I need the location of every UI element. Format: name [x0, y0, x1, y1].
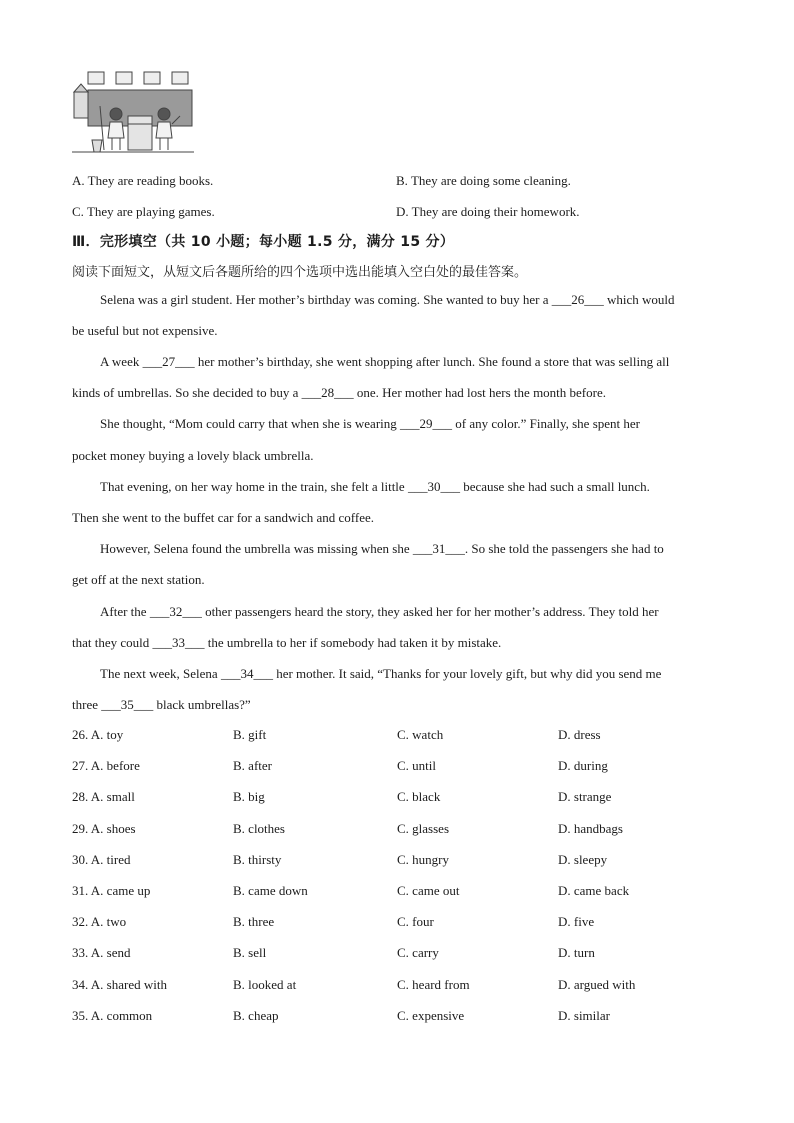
passage-line: pocket money buying a lovely black umbrella. [72, 448, 314, 463]
passage-line: be useful but not expensive. [72, 323, 218, 338]
question-number: 30. A. [72, 852, 104, 867]
option-a[interactable] [72, 945, 131, 961]
question-number: 26. A. [72, 727, 104, 742]
option-a[interactable] [72, 852, 131, 868]
blank-33: ___33___ [152, 635, 205, 650]
question-row [0, 945, 794, 965]
option-d[interactable]: D. dress [558, 727, 601, 742]
option-a[interactable] [72, 758, 140, 774]
passage-line: That evening, on her way home in the train, she felt a little ___30___ because she had such a small lunch. [100, 479, 650, 494]
option-a[interactable] [72, 883, 150, 899]
option-b[interactable]: B. after [233, 758, 272, 773]
passage-line: three ___35___ black umbrellas?” [72, 697, 251, 712]
question-row [0, 852, 794, 872]
passage-line: get off at the next station. [72, 572, 205, 587]
option-a[interactable] [72, 789, 135, 805]
blank-29: ___29___ [400, 416, 453, 431]
option-text: tired [106, 852, 131, 867]
option-c[interactable]: C. hungry [397, 852, 449, 867]
option-b[interactable]: B. looked at [233, 977, 297, 992]
question-number: 28. A. [72, 789, 104, 804]
blank-34: ___34___ [220, 666, 273, 681]
passage-line: Selena was a girl student. Her mother’s birthday was coming. She wanted to buy her a ___26___ which would [100, 292, 675, 307]
option-c[interactable]: C. four [397, 914, 434, 929]
passage-line: However, Selena found the umbrella was missing when she ___31___. So she told the passengers she had to [100, 541, 664, 556]
option-d[interactable]: D. five [558, 914, 595, 929]
blank-27: ___27___ [142, 354, 195, 369]
option-a[interactable] [72, 977, 167, 993]
option-text: before [106, 758, 140, 773]
option-text: toy [106, 727, 124, 742]
option-c[interactable]: C. until [397, 758, 437, 773]
question-number: 29. A. [72, 821, 104, 836]
option-text: small [106, 789, 135, 804]
question-row [0, 977, 794, 997]
question-row [0, 789, 794, 809]
question-number: 27. A. [72, 758, 104, 773]
section-instruction: 阅读下面短文，从短文后各题所给的四个选项中选出能填入空白处的最佳答案。 [72, 265, 528, 280]
question-number: 32. A. [72, 914, 104, 929]
classroom-cleaning-illustration [72, 66, 194, 156]
option-text: common [106, 1008, 153, 1023]
blank-28: ___28___ [301, 385, 354, 400]
option-text: came up [106, 883, 151, 898]
passage-line: After the ___32___ other passengers heard the story, they asked her for her mother’s address. They told her [100, 604, 659, 619]
option-d[interactable]: D. turn [558, 945, 595, 960]
option-a[interactable] [72, 821, 136, 837]
option-b[interactable]: B. came down [233, 883, 308, 898]
blank-35: ___35___ [101, 697, 154, 712]
option-b[interactable]: B. clothes [233, 821, 285, 836]
prev-option-c: C. They are playing games. [72, 204, 215, 219]
question-number: 31. A. [72, 883, 104, 898]
question-number: 33. A. [72, 945, 104, 960]
option-c[interactable]: C. heard from [397, 977, 470, 992]
passage-line: kinds of umbrellas. So she decided to buy a ___28___ one. Her mother had lost hers the month before. [72, 385, 606, 400]
option-d[interactable]: D. argued with [558, 977, 636, 992]
passage-line: Then she went to the buffet car for a sandwich and coffee. [72, 510, 375, 525]
option-c[interactable]: C. carry [397, 945, 439, 960]
question-number: 34. A. [72, 977, 104, 992]
option-a[interactable] [72, 727, 123, 743]
option-d[interactable]: D. strange [558, 789, 612, 804]
option-d[interactable]: D. similar [558, 1008, 610, 1023]
option-c[interactable]: C. glasses [397, 821, 449, 836]
option-text: send [106, 945, 131, 960]
option-text: two [106, 914, 127, 929]
passage-line: The next week, Selena ___34___ her mother. It said, “Thanks for your lovely gift, but why did you send me [100, 666, 662, 681]
question-row [0, 914, 794, 934]
passage-line: A week ___27___ her mother’s birthday, she went shopping after lunch. She found a store that was selling all [100, 354, 670, 369]
blank-26: ___26___ [551, 292, 604, 307]
section-heading: Ⅲ．完形填空（共 10 小题；每小题 1.5 分，满分 15 分） [72, 234, 455, 250]
prev-option-a: A. They are reading books. [72, 173, 214, 188]
question-number: 35. A. [72, 1008, 104, 1023]
option-b[interactable]: B. cheap [233, 1008, 279, 1023]
option-c[interactable]: C. came out [397, 883, 460, 898]
option-text: shared with [106, 977, 167, 992]
option-a[interactable] [72, 1008, 152, 1024]
question-row [0, 727, 794, 747]
option-d[interactable]: D. handbags [558, 821, 623, 836]
option-b[interactable]: B. sell [233, 945, 267, 960]
question-row [0, 758, 794, 778]
option-b[interactable]: B. three [233, 914, 275, 929]
option-text: shoes [106, 821, 136, 836]
option-c[interactable]: C. expensive [397, 1008, 465, 1023]
prev-option-d: D. They are doing their homework. [396, 204, 580, 219]
option-b[interactable]: B. big [233, 789, 265, 804]
option-c[interactable]: C. watch [397, 727, 444, 742]
option-a[interactable] [72, 914, 126, 930]
passage-line: She thought, “Mom could carry that when she is wearing ___29___ of any color.” Finally, she spent her [100, 416, 640, 431]
question-row [0, 883, 794, 903]
blank-30: ___30___ [407, 479, 460, 494]
blank-31: ___31___ [412, 541, 465, 556]
option-b[interactable]: B. thirsty [233, 852, 282, 867]
option-b[interactable]: B. gift [233, 727, 267, 742]
option-c[interactable]: C. black [397, 789, 441, 804]
option-d[interactable]: D. sleepy [558, 852, 608, 867]
blank-32: ___32___ [149, 604, 202, 619]
option-d[interactable]: D. came back [558, 883, 630, 898]
passage-line: that they could ___33___ the umbrella to her if somebody had taken it by mistake. [72, 635, 502, 650]
option-d[interactable]: D. during [558, 758, 608, 773]
question-row [0, 1008, 794, 1028]
prev-option-b: B. They are doing some cleaning. [396, 173, 571, 188]
question-row [0, 821, 794, 841]
